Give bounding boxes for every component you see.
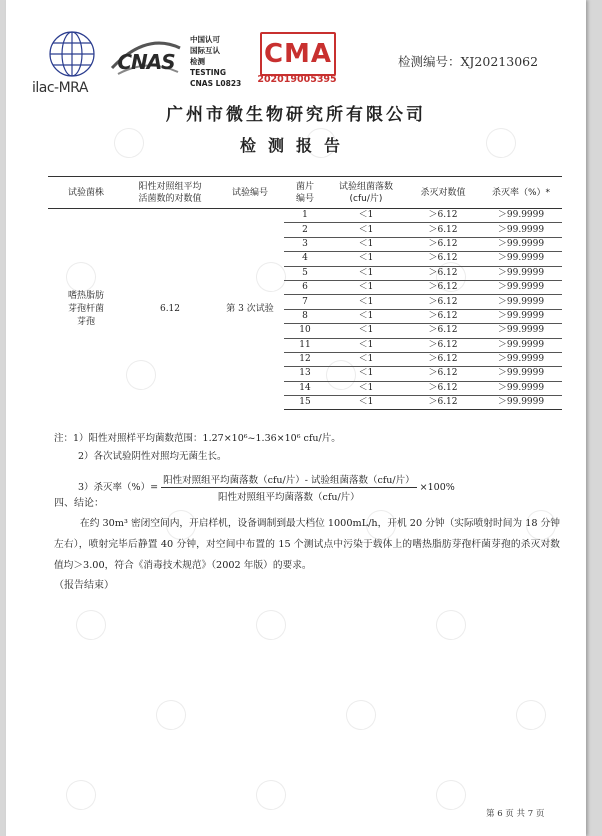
cnas-info-line: 中国认可 (190, 35, 220, 44)
document-title: 检测报告 (239, 136, 352, 155)
ilac-mra-logo (32, 30, 104, 96)
count-cell: ＜1 (326, 367, 406, 381)
header-line: 试验组菌落数 (338, 181, 393, 192)
header-test-no: 试验编号 (216, 177, 284, 209)
kill-rate-cell: ＞99.9999 (480, 367, 562, 381)
count-cell: ＜1 (326, 324, 406, 338)
note-3 (78, 472, 455, 503)
header-strain: 试验菌株 (48, 177, 124, 209)
cma-logo (254, 32, 340, 90)
strain-line: 芽孢杆菌 (67, 303, 104, 314)
positive-log-cell: 6.12 (159, 303, 181, 314)
watermark (511, 695, 551, 735)
strain-line: 芽孢 (76, 316, 95, 327)
strain-cell (48, 209, 124, 410)
kill-log-cell: ＞6.12 (406, 237, 480, 251)
page-number: 第 6 页 共 7 页 (486, 809, 545, 819)
kill-log-cell: ＞6.12 (406, 381, 480, 395)
header-kill-rate: 杀灭率（%）* (480, 177, 562, 209)
count-cell: ＜1 (326, 266, 406, 280)
kill-rate-cell: ＞99.9999 (480, 396, 562, 410)
formula-numerator: 阳性对照组平均菌落数（cfu/片）- 试验组菌落数（cfu/片） (161, 472, 417, 488)
kill-log-cell: ＞6.12 (406, 396, 480, 410)
count-cell: ＜1 (326, 295, 406, 309)
sample-no-cell: 13 (284, 367, 326, 381)
header-line: 活菌数的对数值 (138, 193, 202, 204)
sample-no-cell: 2 (284, 223, 326, 237)
sample-no-cell: 5 (284, 266, 326, 280)
kill-rate-cell: ＞99.9999 (480, 237, 562, 251)
kill-rate-cell: ＞99.9999 (480, 309, 562, 323)
sample-no-cell: 1 (284, 209, 326, 223)
kill-log-cell: ＞6.12 (406, 352, 480, 366)
header-line: 编号 (295, 193, 314, 204)
watermark (431, 775, 471, 815)
cma-logo-text: CMA (260, 32, 336, 76)
watermark (61, 775, 101, 815)
count-cell: ＜1 (326, 396, 406, 410)
header-line: (cfu/片) (349, 193, 383, 204)
count-cell: ＜1 (326, 223, 406, 237)
test-no-cell: 第 3 次试验 (226, 303, 274, 314)
kill-log-cell: ＞6.12 (406, 252, 480, 266)
report-number-label: 检测编号： (398, 54, 461, 69)
header-line: 阳性对照组平均 (138, 181, 202, 192)
kill-rate-cell: ＞99.9999 (480, 381, 562, 395)
cnas-info-line: TESTING (190, 68, 226, 77)
watermark (341, 695, 381, 735)
cnas-info-line: 国际互认 (190, 46, 220, 55)
table-header-row (48, 177, 562, 209)
count-cell: ＜1 (326, 352, 406, 366)
header-kill-log: 杀灭对数值 (406, 177, 480, 209)
kill-rate-cell: ＞99.9999 (480, 324, 562, 338)
note-3-prefix: 3）杀灭率（%）= (78, 482, 159, 493)
kill-rate-cell: ＞99.9999 (480, 352, 562, 366)
kill-rate-cell: ＞99.9999 (480, 338, 562, 352)
sample-no-cell: 10 (284, 324, 326, 338)
header-count (326, 177, 406, 209)
conclusion-title: 四、结论： (54, 498, 104, 509)
kill-log-cell: ＞6.12 (406, 223, 480, 237)
conclusion-text: 在约 30m³ 密闭空间内，开启样机，设备调制到最大档位 1000mL/h，开机 20 分钟（实际喷射时间为 18 分钟左右），喷射完毕后静置 40 分钟，对空间中布置的 15 个测试点中污染于载体上的嗜热脂肪芽孢杆菌芽孢的杀灭对数值均＞3.00，符合《消毒技术规范》（2002 年版）的要求。 (54, 518, 560, 571)
cnas-info-line: CNAS L0823 (190, 79, 242, 88)
kill-log-cell: ＞6.12 (406, 309, 480, 323)
report-number-value: XJ20213062 (460, 54, 539, 69)
sample-no-cell: 8 (284, 309, 326, 323)
cma-number: 202019005395 (257, 74, 337, 85)
report-end: （报告结束） (54, 580, 114, 591)
table-row (48, 209, 562, 223)
kill-log-cell: ＞6.12 (406, 295, 480, 309)
strain-line: 嗜热脂肪 (67, 290, 104, 301)
cnas-logo-text: CNAS (117, 50, 175, 74)
kill-rate-cell: ＞99.9999 (480, 252, 562, 266)
kill-rate-cell: ＞99.9999 (480, 266, 562, 280)
count-cell: ＜1 (326, 381, 406, 395)
sample-no-cell: 11 (284, 338, 326, 352)
cnas-info-line: 检测 (190, 57, 205, 66)
sample-no-cell: 14 (284, 381, 326, 395)
results-table (48, 176, 562, 410)
kill-rate-cell: ＞99.9999 (480, 295, 562, 309)
header-sample-no (284, 177, 326, 209)
kill-log-cell: ＞6.12 (406, 338, 480, 352)
note-1: 注：1）阳性对照样平均菌数范围：1.27×10⁶~1.36×10⁶ cfu/片。 (54, 433, 341, 444)
ilac-globe-icon (32, 30, 104, 82)
kill-log-cell: ＞6.12 (406, 324, 480, 338)
header-positive-log (124, 177, 216, 209)
kill-log-cell: ＞6.12 (406, 209, 480, 223)
count-cell: ＜1 (326, 309, 406, 323)
sample-no-cell: 4 (284, 252, 326, 266)
watermark (431, 605, 471, 645)
report-page (6, 0, 586, 836)
kill-rate-cell: ＞99.9999 (480, 209, 562, 223)
company-name: 广州市微生物研究所有限公司 (166, 105, 426, 125)
ilac-logo-text: ilac-MRA (32, 80, 88, 96)
count-cell: ＜1 (326, 237, 406, 251)
header-line: 菌片 (295, 181, 314, 192)
kill-rate-formula (161, 472, 417, 503)
count-cell: ＜1 (326, 338, 406, 352)
sample-no-cell: 15 (284, 396, 326, 410)
kill-rate-cell: ＞99.9999 (480, 280, 562, 294)
kill-log-cell: ＞6.12 (406, 266, 480, 280)
formula-denominator: 阳性对照组平均菌落数（cfu/片） (218, 492, 360, 503)
cnas-info (190, 34, 250, 89)
cnas-logo (108, 38, 184, 78)
sample-no-cell: 3 (284, 237, 326, 251)
sample-no-cell: 12 (284, 352, 326, 366)
count-cell: ＜1 (326, 209, 406, 223)
formula-suffix: ×100% (419, 482, 455, 493)
watermark (71, 605, 111, 645)
kill-log-cell: ＞6.12 (406, 367, 480, 381)
kill-rate-cell: ＞99.9999 (480, 223, 562, 237)
watermark (251, 775, 291, 815)
sample-no-cell: 7 (284, 295, 326, 309)
watermark (251, 605, 291, 645)
report-number (398, 52, 538, 70)
kill-log-cell: ＞6.12 (406, 280, 480, 294)
note-2: 2）各次试验阴性对照均无菌生长。 (78, 451, 227, 462)
count-cell: ＜1 (326, 280, 406, 294)
watermark (151, 695, 191, 735)
count-cell: ＜1 (326, 252, 406, 266)
sample-no-cell: 6 (284, 280, 326, 294)
